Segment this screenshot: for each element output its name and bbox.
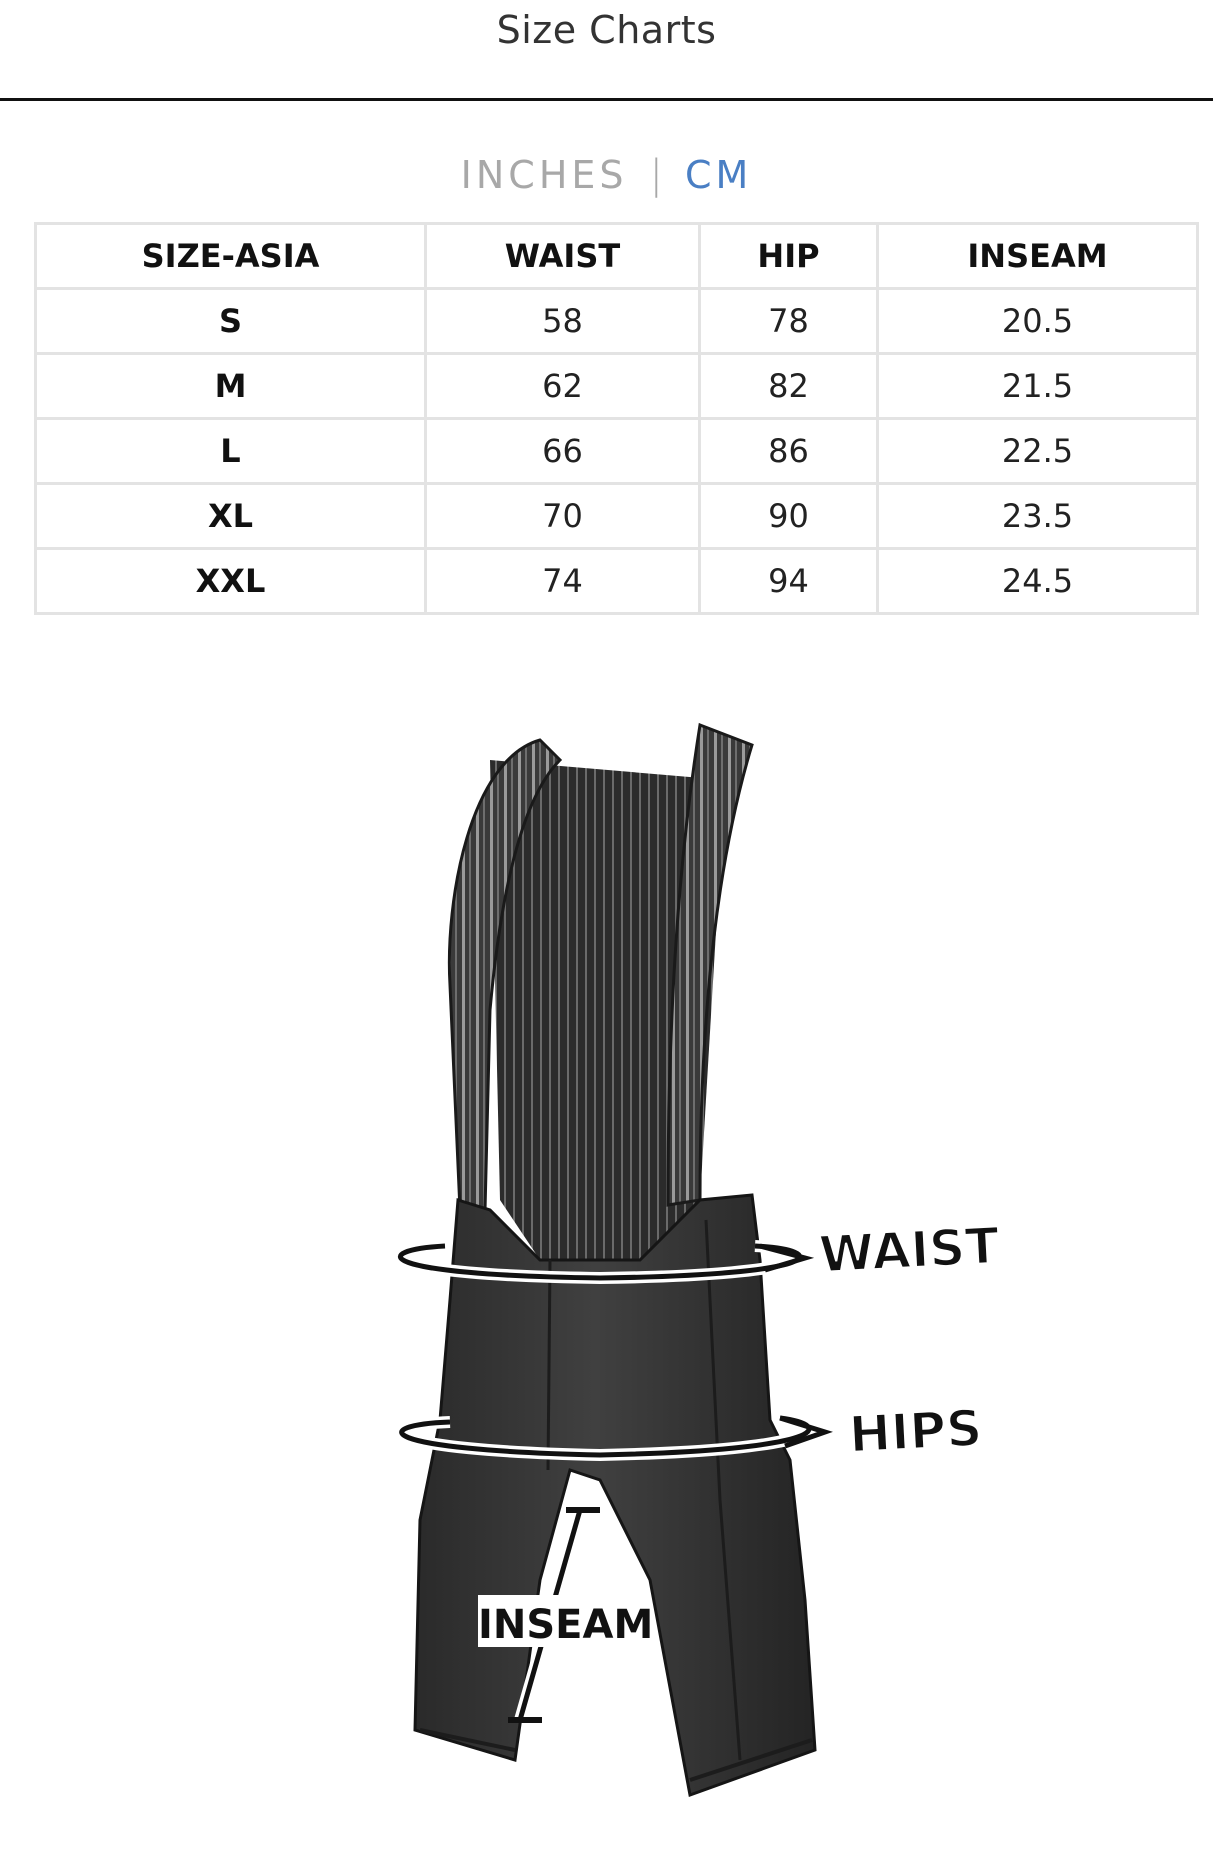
size-chart-table xyxy=(34,222,1199,615)
bib-shorts-measurement-figure xyxy=(0,700,1213,1867)
cell-size: M xyxy=(36,354,426,419)
header-size: SIZE-ASIA xyxy=(36,224,426,289)
unit-cm-option[interactable]: CM xyxy=(685,152,753,197)
cell-waist: 62 xyxy=(426,354,700,419)
inseam-label: INSEAM xyxy=(478,1602,654,1648)
table-row xyxy=(36,419,1198,484)
page-title: Size Charts xyxy=(496,8,717,52)
table-header-row xyxy=(36,224,1198,289)
cell-waist: 70 xyxy=(426,484,700,549)
unit-separator: | xyxy=(649,151,668,198)
cell-waist: 58 xyxy=(426,289,700,354)
hips-label: HIPS xyxy=(847,1399,984,1464)
waist-label: WAIST xyxy=(817,1216,1001,1284)
header-inseam: INSEAM xyxy=(878,224,1198,289)
cell-size: XL xyxy=(36,484,426,549)
cell-size: S xyxy=(36,289,426,354)
cell-hip: 78 xyxy=(700,289,878,354)
shorts-body xyxy=(415,1195,815,1795)
unit-inches-option[interactable]: INCHES xyxy=(460,152,628,197)
cell-size: L xyxy=(36,419,426,484)
cell-hip: 90 xyxy=(700,484,878,549)
cell-inseam: 22.5 xyxy=(878,419,1198,484)
page-header xyxy=(0,0,1213,101)
bib-shorts-illustration xyxy=(0,700,1213,1867)
cell-inseam: 20.5 xyxy=(878,289,1198,354)
table-row xyxy=(36,289,1198,354)
table-row xyxy=(36,354,1198,419)
cell-hip: 86 xyxy=(700,419,878,484)
unit-toggle xyxy=(0,150,1213,200)
cell-inseam: 23.5 xyxy=(878,484,1198,549)
table-row xyxy=(36,549,1198,614)
header-hip: HIP xyxy=(700,224,878,289)
table-row xyxy=(36,484,1198,549)
header-waist: WAIST xyxy=(426,224,700,289)
cell-waist: 74 xyxy=(426,549,700,614)
cell-size: XXL xyxy=(36,549,426,614)
cell-hip: 94 xyxy=(700,549,878,614)
cell-inseam: 24.5 xyxy=(878,549,1198,614)
cell-inseam: 21.5 xyxy=(878,354,1198,419)
cell-hip: 82 xyxy=(700,354,878,419)
cell-waist: 66 xyxy=(426,419,700,484)
